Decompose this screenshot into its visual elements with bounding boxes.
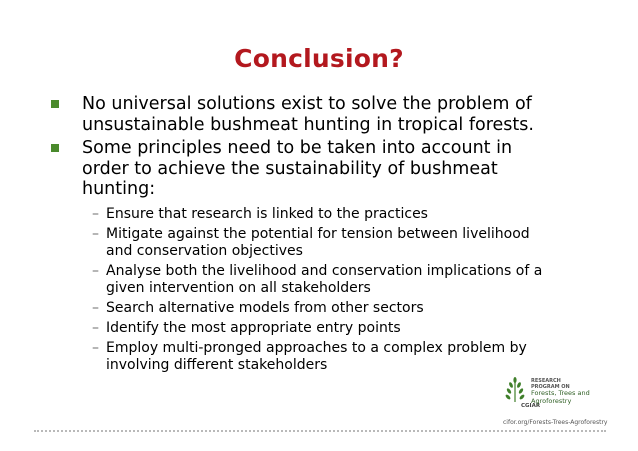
sub-bullet-list	[48, 206, 548, 374]
dash-icon: –	[92, 225, 99, 242]
dash-icon: –	[92, 205, 99, 222]
logo-line: Forests, Trees and	[531, 389, 590, 397]
sub-bullet-item	[48, 320, 548, 337]
sub-bullet-text: Mitigate against the potential for tension between livelihood and conservation objectives	[106, 225, 530, 259]
dash-icon: –	[92, 262, 99, 279]
logo-line: Agroforestry	[531, 396, 572, 405]
sub-bullet-item	[48, 300, 548, 317]
logo-small-line: PROGRAM ON	[531, 384, 570, 390]
dash-icon: –	[92, 319, 99, 336]
sub-bullet-text: Employ multi-pronged approaches to a complex problem by involving different stakeholders	[106, 339, 527, 373]
dash-icon: –	[92, 299, 99, 316]
bullet-list	[48, 94, 548, 377]
sub-bullet-item	[48, 226, 548, 260]
sub-bullet-item	[48, 206, 548, 223]
sub-bullet-item	[48, 263, 548, 297]
dash-icon: –	[92, 339, 99, 356]
sub-bullet-text: Identify the most appropriate entry points	[106, 319, 401, 336]
sub-bullet-item	[48, 340, 548, 374]
square-bullet-icon	[51, 144, 59, 152]
cgiar-logo	[491, 376, 631, 428]
bullet-item	[48, 94, 548, 135]
logo-org-name: CGIAR	[521, 403, 541, 409]
logo-url: cifor.org/Forests-Trees-Agroforestry	[503, 419, 608, 426]
square-bullet-icon	[51, 100, 59, 108]
bullet-text: Some principles need to be taken into account in order to achieve the sustainability of bushmeat hunting:	[82, 138, 513, 199]
sub-bullet-text: Analyse both the livelihood and conservation implications of a given intervention on all stakeholders	[106, 262, 543, 296]
logo-small-line: RESEARCH	[531, 378, 561, 384]
footer-divider	[34, 430, 606, 432]
bullet-text: No universal solutions exist to solve the problem of unsustainable bushmeat hunting in tropical forests.	[82, 94, 534, 135]
sub-bullet-text: Search alternative models from other sectors	[106, 299, 424, 316]
wheat-icon	[497, 376, 533, 406]
sub-bullet-text: Ensure that research is linked to the practices	[106, 205, 428, 222]
logo-program-name	[531, 378, 590, 405]
slide-title: Conclusion?	[234, 44, 404, 73]
bullet-item	[48, 138, 548, 200]
